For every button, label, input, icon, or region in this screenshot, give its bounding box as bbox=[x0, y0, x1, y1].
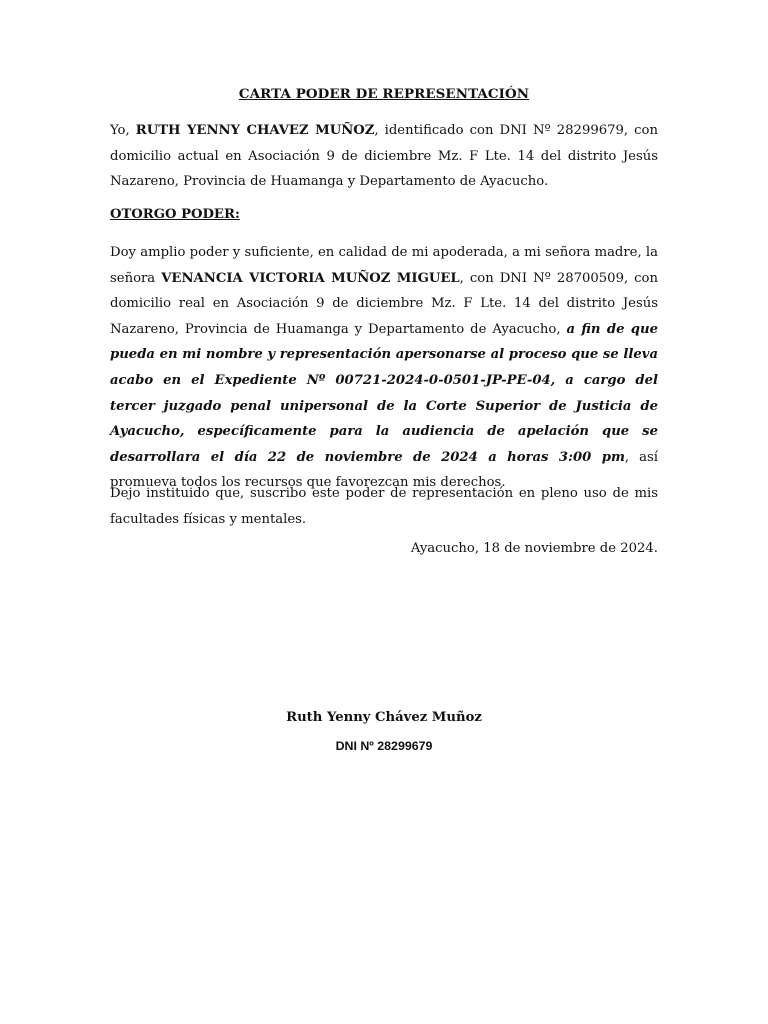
paragraph-declarant bbox=[110, 118, 658, 195]
paragraph-closing: Dejo instituido que, suscribo este poder de representación en pleno uso de mis facultades físicas y mentales. bbox=[110, 486, 658, 527]
declarant-name: RUTH YENNY CHAVEZ MUÑOZ bbox=[135, 123, 375, 138]
p2-text-3: , así promueva todos los recursos que favorezcan mis derechos. bbox=[110, 449, 658, 491]
section-heading: OTORGO PODER: bbox=[110, 207, 240, 222]
p1-text-2: , identificado con DNI Nº 28299679, con domicilio actual en Asociación 9 de diciembre Mz. F Lte. 14 del distrito Jesús Nazareno, Provincia de Huamanga y Departamento de Ayacucho. bbox=[110, 123, 658, 190]
place-date: Ayacucho, 18 de noviembre de 2024. bbox=[410, 541, 658, 556]
attorney-name: VENANCIA VICTORIA MUÑOZ MIGUEL bbox=[161, 270, 460, 286]
document-title: CARTA PODER DE REPRESENTACIÓN bbox=[238, 86, 530, 102]
p2-text-2: , con DNI Nº 28700509, con domicilio real en Asociación 9 de diciembre Mz. F Lte. 14 del distrito Jesús Nazareno, Provincia de Huamanga y Departamento de Ayacucho, bbox=[110, 270, 658, 337]
signature-dni: DNI Nº 28299679 bbox=[335, 739, 433, 753]
p1-text-1: Yo, bbox=[110, 123, 136, 138]
signature-name: Ruth Yenny Chávez Muñoz bbox=[286, 710, 482, 725]
p2-text-1: Doy amplio poder y suficiente, en calidad de mi apoderada, a mi señora madre, la señora bbox=[110, 245, 658, 286]
p2-purpose-text: a fin de que pueda en mi nombre y representación apersonarse al proceso que se lleva acabo en el Expediente Nº 00721-2024-0-0501-JP-PE-04, a cargo del tercer juzgado penal unipersonal de la Corte Superior de Justicia de Ayacucho, específicamente para la audiencia de apelación que se desarrollara el día 22 de noviembre de 2024 a horas 3:00 pm bbox=[110, 321, 658, 465]
paragraph-grant bbox=[110, 240, 658, 496]
